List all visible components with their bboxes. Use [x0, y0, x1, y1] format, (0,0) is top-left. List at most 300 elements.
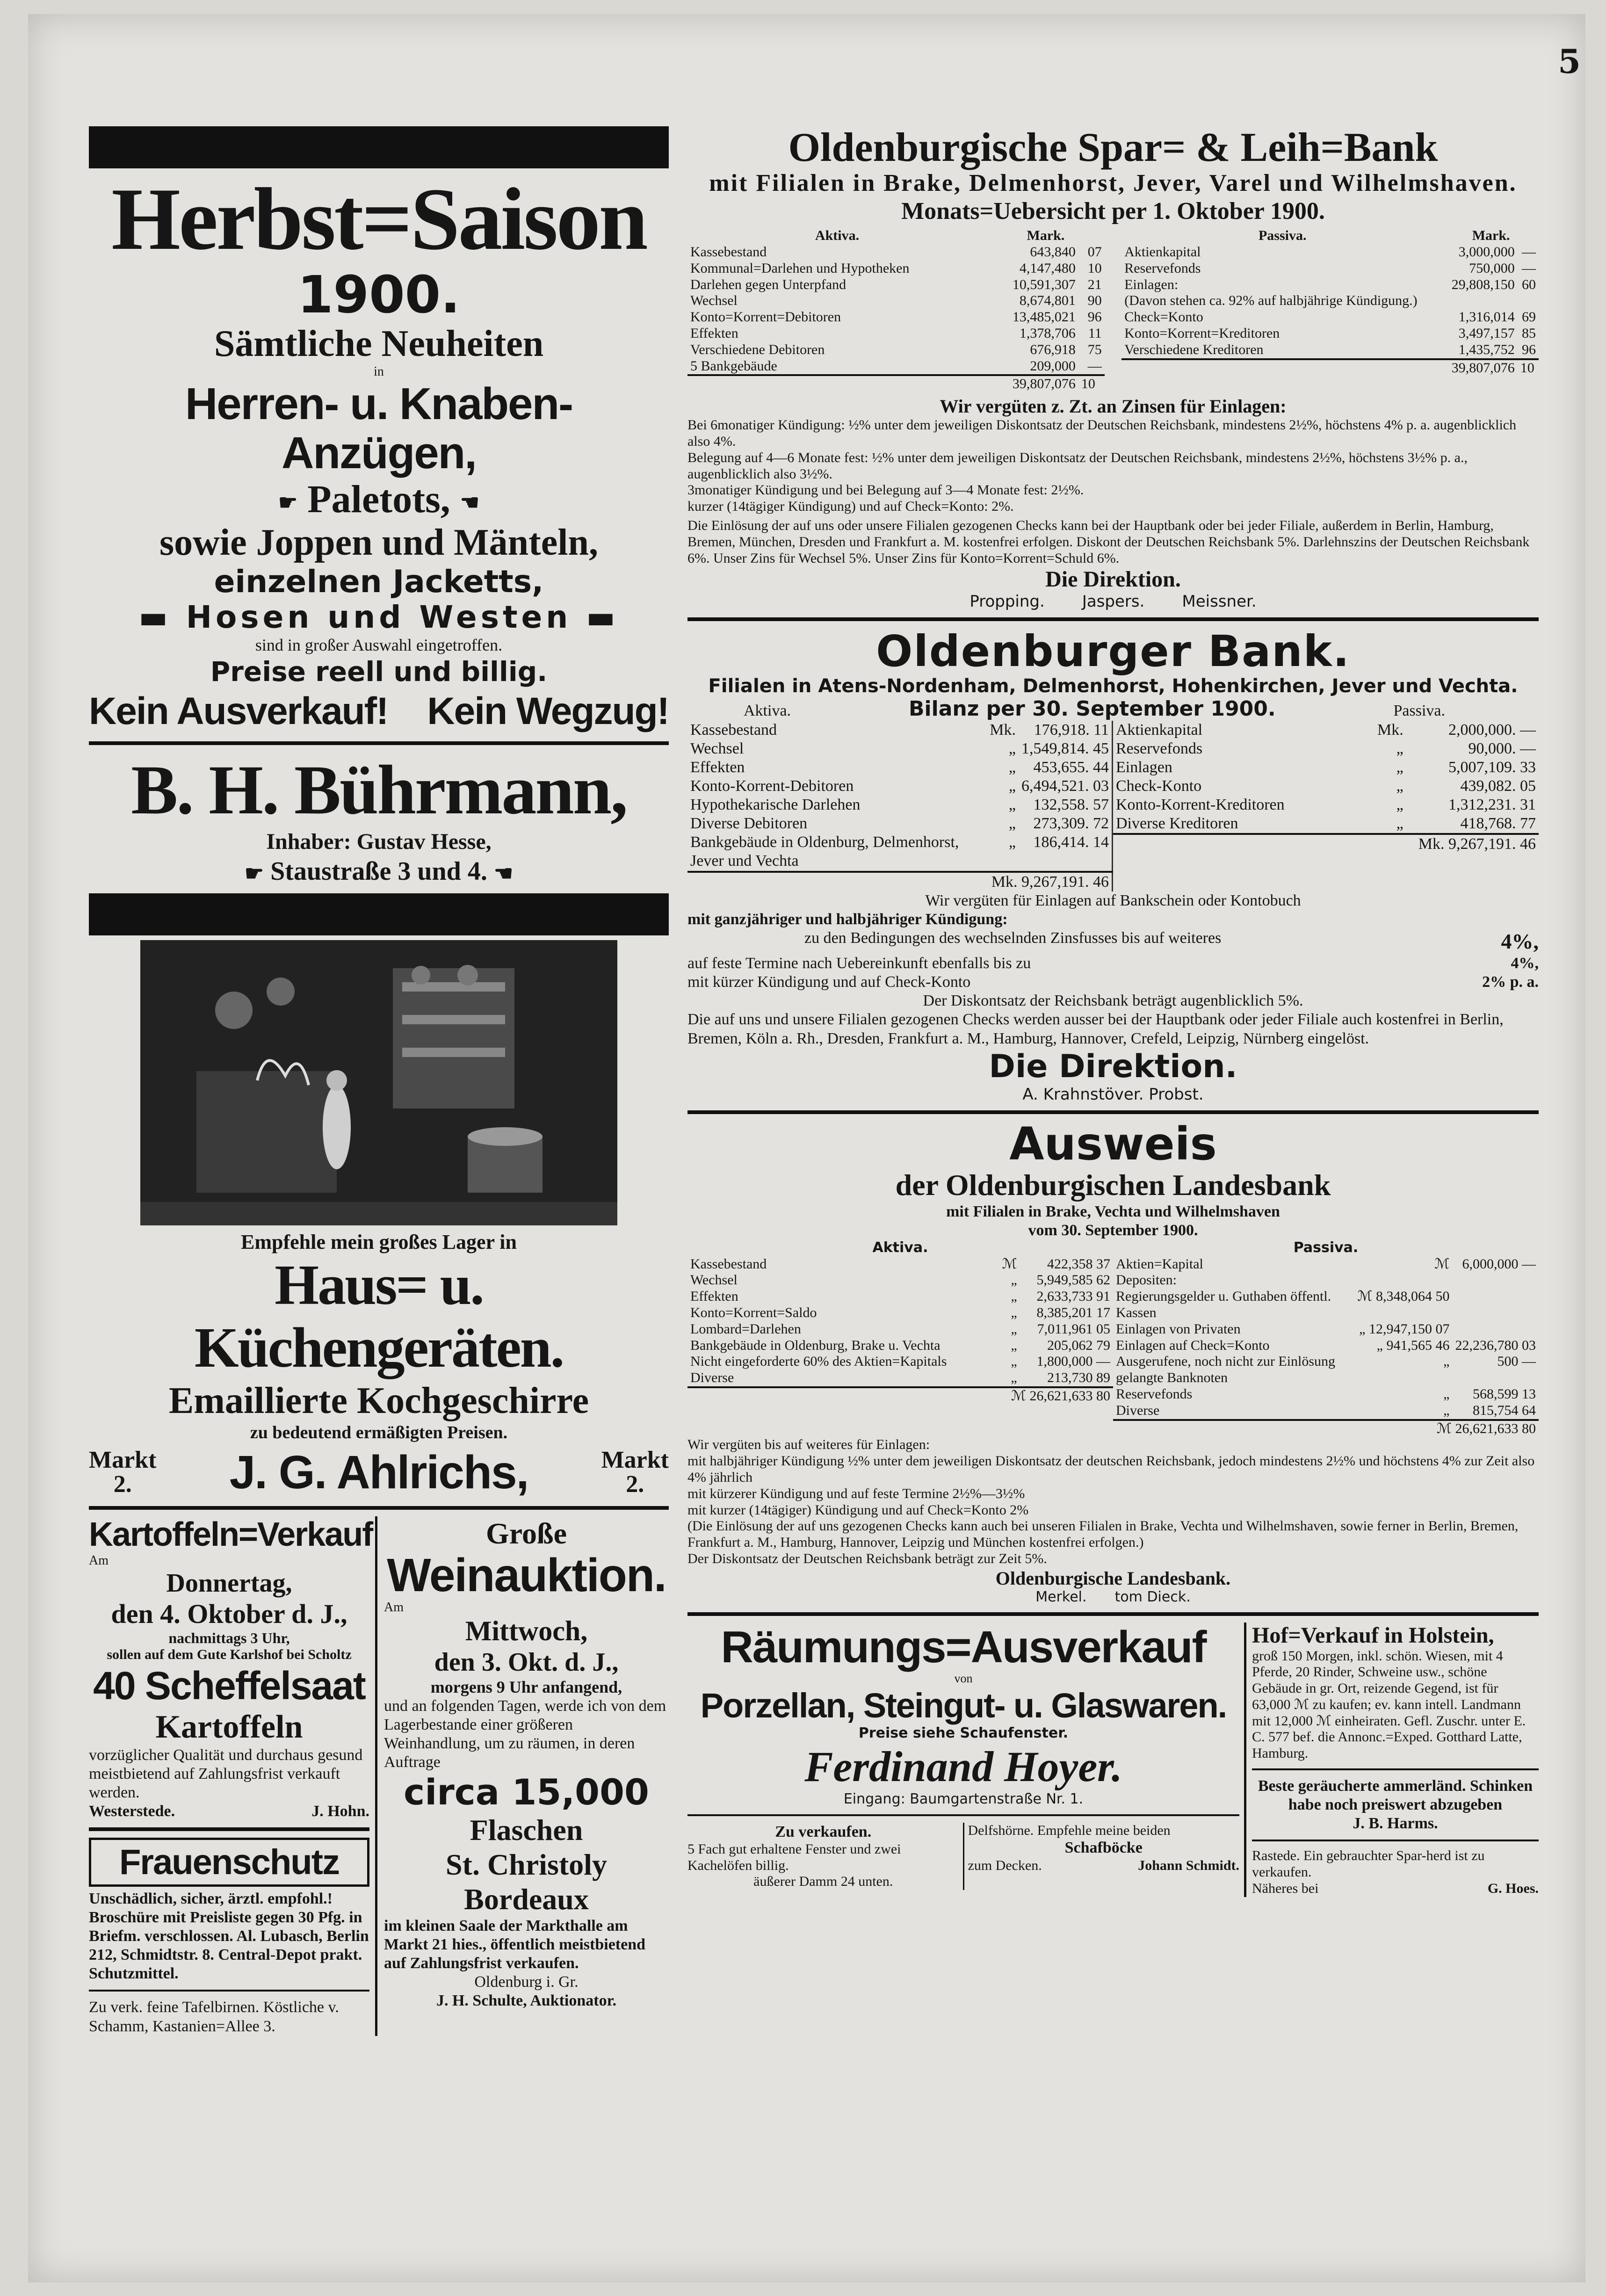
- spar-passiva-value: 1,316,014: [1458, 309, 1515, 325]
- obank-passiva-amount: 2,000,000. —: [1448, 721, 1536, 739]
- fenster-addr: äußerer Damm 24 unten.: [753, 1874, 893, 1890]
- herbst-line1: Sämtliche Neuheiten: [214, 323, 544, 364]
- spar-passiva-value: [1443, 293, 1517, 309]
- landesbank-aktiva-head: Aktiva.: [872, 1239, 928, 1256]
- spar-passiva-amount: —: [1521, 260, 1536, 276]
- wein-time: morgens 9 Uhr anfangend,: [430, 1677, 622, 1696]
- landesbank-passiva-amount: [1453, 1272, 1539, 1289]
- spar-interest-head: Wir vergüten z. Zt. an Zinsen für Einlagen:: [940, 396, 1287, 417]
- kartoffeln-am: Am: [89, 1553, 109, 1568]
- wein-text2: im kleinen Saale der Markthalle am Markt 21 hies., öffentlich meistbietend auf Zahlungsfrist verkaufen.: [384, 1917, 646, 1972]
- spar-passiva-label: Einlagen:: [1124, 276, 1179, 292]
- landesbank-aktiva-value: „: [1011, 1304, 1017, 1320]
- landesbank-aktiva-amount: 7,011,961 05: [1037, 1321, 1110, 1337]
- herbst-line4: sowie Joppen und Mänteln,: [159, 522, 598, 564]
- obank-passiva-table: [1113, 721, 1539, 854]
- spar-passiva-amount: —: [1521, 244, 1536, 260]
- wein-sig: J. H. Schulte, Auktionator.: [436, 1992, 617, 2010]
- interest-item: mit kurzer (14tägiger) Kündigung und auf Check=Konto 2%: [687, 1502, 1029, 1518]
- landesbank-passiva-amount: [1453, 1289, 1539, 1321]
- herbst-line2: Herren- u. Knaben-Anzügen,: [185, 378, 573, 478]
- landesbank-passiva-value: „: [1443, 1386, 1450, 1402]
- spar-aktiva-label: Kommunal=Darlehen und Hypotheken: [690, 260, 910, 276]
- kartoffeln-desc: vorzüglicher Qualität und durchaus gesund meistbietend auf Zahlungsfrist verkauft werden.: [89, 1746, 363, 1801]
- landesbank-signer-2: tom Dieck.: [1114, 1588, 1191, 1605]
- raeumung-title: Räumungs=Ausverkauf: [721, 1622, 1206, 1672]
- spar-aktiva-amount: 90: [1087, 293, 1102, 309]
- table-row: [1121, 309, 1539, 326]
- landesbank-aktiva-label: Lombard=Darlehen: [690, 1321, 801, 1337]
- schinken-sig: J. B. Harms.: [1353, 1815, 1438, 1832]
- spar-aktiva-value: 10,591,307: [1012, 276, 1076, 292]
- obank-passiva-value: „: [1396, 815, 1403, 833]
- spar-aktiva-label: Verschiedene Debitoren: [690, 341, 825, 357]
- obank-passiva-amount: 5,007,109. 33: [1448, 758, 1536, 776]
- spar-signer-3: Meissner.: [1182, 592, 1257, 611]
- left-column: [89, 126, 669, 2212]
- table-row: [1113, 1354, 1539, 1386]
- wein-item1: Flaschen: [470, 1813, 583, 1847]
- spar-aktiva-label: Effekten: [690, 325, 738, 341]
- interest-item: mit halbjähriger Kündigung ½% unter dem jeweiligen Diskontsatz der deutschen Reichsbank, jedoch mindestens 2½% und höchstens 4% zur Zeit also 4% jährlich: [687, 1453, 1535, 1485]
- obank-aktiva-label: Bankgebäude in Oldenburg, Delmenhorst, Jever und Vechta: [690, 833, 959, 870]
- landesbank-aktiva-total: ℳ 26,621,633 80: [1011, 1388, 1110, 1404]
- spar-aktiva-amount: —: [1087, 358, 1102, 374]
- herbst-address: Staustraße 3 und 4.: [270, 856, 487, 886]
- landesbank-passiva-value: „ 12,947,150 07: [1359, 1321, 1450, 1337]
- spar-direction: Die Direktion.: [1045, 567, 1181, 592]
- spar-passiva-total-cents: 10: [1520, 360, 1534, 376]
- obank-passiva-amount: 1,312,231. 31: [1448, 796, 1536, 814]
- herbst-line6: Hosen und Westen: [186, 599, 572, 635]
- obank-aktiva-value: „: [1008, 739, 1016, 757]
- landesbank-aktiva-label: Konto=Korrent=Saldo: [690, 1304, 817, 1320]
- landesbank-aktiva-amount: 1,800,000 —: [1036, 1354, 1110, 1369]
- pointing-hand-left-icon: ☚: [493, 861, 514, 885]
- obank-aktiva-amount: 132,558. 57: [1033, 796, 1109, 814]
- interest-item: 3monatiger Kündigung und bei Belegung auf 3—4 Monate fest: 2½%.: [687, 482, 1084, 498]
- double-rule-right-icon: ▬: [586, 599, 619, 635]
- frauenschutz-title: Frauenschutz: [119, 1842, 340, 1882]
- ahlrichs-name: J. G. Ahlrichs,: [229, 1446, 528, 1499]
- landesbank-subtitle: der Oldenburgischen Landesbank: [895, 1168, 1331, 1202]
- spar-aktiva-amount: 21: [1087, 276, 1102, 292]
- raeumung-von: von: [954, 1672, 973, 1686]
- kastede-text: Rastede. Ein gebrauchter Spar-herd ist zu verkaufen.: [1252, 1848, 1485, 1880]
- spar-passiva-table: [1121, 228, 1539, 376]
- table-row: [1113, 1403, 1539, 1420]
- obank-aktiva-label: Kassebestand: [690, 721, 777, 739]
- spar-aktiva-value: 4,147,480: [1019, 260, 1076, 276]
- divider: [687, 1814, 1239, 1816]
- divider: [89, 741, 669, 745]
- landesbank-passiva-label: Diverse: [1116, 1402, 1160, 1418]
- spar-note: Die Einlösung der auf uns oder unsere Filialen gezogenen Checks kann bei der Hauptbank oder bei jeder Filiale, außerdem in Berlin, Hamburg, Bremen, München, Dresden und Frankfurt a. M. kostenfrei erfolgen. Diskont der Deutschen Reichsbank 5%. Darlehnszins der Deutschen Reichsbank 6%. Unser Zins für Wechsel 5%. Unser Zins für Konto=Korrent=Schuld 6%.: [687, 517, 1530, 566]
- spar-passiva-amount: [1518, 293, 1539, 309]
- table-row: [1113, 721, 1539, 739]
- landesbank-aktiva-label: Kassebestand: [690, 1256, 767, 1272]
- herbst-title: Herbst=Saison: [111, 170, 646, 268]
- obank-passiva-label: Reservefonds: [1116, 739, 1203, 757]
- table-row: [1121, 326, 1539, 342]
- spar-passiva-amount: 69: [1521, 309, 1536, 325]
- raeumung-items: Porzellan, Steingut- u. Glaswaren.: [700, 1686, 1227, 1725]
- table-row: [687, 261, 1105, 277]
- obank-aktiva-label: Konto-Korrent-Debitoren: [690, 777, 854, 795]
- spar-aktiva-label: Konto=Korrent=Debitoren: [690, 309, 841, 325]
- kitchen-scene-image: [140, 940, 617, 1225]
- landesbank-passiva-table: [1113, 1256, 1539, 1437]
- wein-place: Oldenburg i. Gr.: [474, 1973, 579, 1991]
- landesbank-passiva-value: [1354, 1272, 1452, 1289]
- herbst-line-in: in: [374, 364, 384, 379]
- landesbank-passiva-value: „ 941,565 46: [1376, 1337, 1450, 1353]
- ahlrichs-line3: Emaillierte Kochgeschirre: [168, 1380, 589, 1421]
- wein-date: den 3. Okt. d. J.,: [434, 1647, 619, 1677]
- spar-aktiva-value: 209,000: [1030, 358, 1076, 374]
- pointing-hand-left-icon: ☚: [460, 491, 480, 515]
- raeumung-name: Ferdinand Hoyer.: [804, 1742, 1122, 1790]
- divider: [1252, 1768, 1539, 1770]
- ahlrichs-markt-right: Markt: [601, 1447, 669, 1474]
- fenster-text: 5 Fach gut erhaltene Fenster und zwei Kachelöfen billig.: [687, 1841, 901, 1873]
- obank-aktiva-head: Aktiva.: [744, 702, 791, 719]
- landesbank-aktiva-value: „: [1011, 1272, 1017, 1288]
- interest-item: mit kürzerer Kündigung und auf feste Termine 2½%—3½%: [687, 1485, 1025, 1501]
- raeumung-preise: Preise siehe Schaufenster.: [858, 1725, 1069, 1742]
- obank-passiva-value: „: [1396, 739, 1403, 757]
- landesbank-passiva-value: ℳ 8,348,064 50: [1357, 1289, 1450, 1304]
- kartoffeln-time: nachmittags 3 Uhr,: [168, 1630, 290, 1647]
- spar-passiva-total: 39,807,076: [1451, 360, 1515, 376]
- kartoffeln-day: Donnertag,: [166, 1569, 292, 1598]
- obank-passiva-amount: 90,000. —: [1468, 739, 1536, 757]
- right-column: [687, 126, 1539, 2212]
- spar-aktiva-amount: 96: [1087, 309, 1102, 325]
- table-row: [687, 277, 1105, 293]
- landesbank-aktiva-value: „: [1011, 1354, 1017, 1369]
- wein-day: Mittwoch,: [465, 1615, 588, 1646]
- table-row: [687, 777, 1113, 796]
- obank-passiva-amount: 418,768. 77: [1460, 815, 1536, 833]
- landesbank-aktiva-label: Bankgebäude in Oldenburg, Brake u. Vechta: [690, 1337, 940, 1353]
- interest-item: Der Diskontsatz der Deutschen Reichsbank beträgt zur Zeit 5%.: [687, 1550, 1047, 1566]
- wein-item3: Bordeaux: [464, 1882, 589, 1916]
- kartoffeln-item: Kartoffeln: [155, 1709, 303, 1745]
- spar-passiva-label: Konto=Korrent=Kreditoren: [1124, 325, 1280, 341]
- herbst-firm: B. H. Bührmann,: [131, 751, 627, 829]
- spar-aktiva-head: Aktiva.: [815, 228, 860, 244]
- table-row: [687, 293, 1105, 309]
- landesbank-aktiva-amount: 8,385,201 17: [1036, 1304, 1110, 1320]
- ahlrichs-markt-left-num: 2.: [113, 1471, 132, 1498]
- landesbank-passiva-amount: 568,599 13: [1473, 1386, 1536, 1402]
- spar-signer-1: Propping.: [969, 592, 1045, 611]
- obank-aktiva-value: „: [1008, 815, 1016, 833]
- obank-passiva-label: Einlagen: [1116, 758, 1172, 776]
- wein-am: Am: [384, 1600, 404, 1615]
- landesbank-passiva-label: Einlagen auf Check=Konto: [1116, 1337, 1270, 1353]
- obank-t3-rate: 4%,: [1501, 929, 1539, 953]
- herbst-line9b: Kein Wegzug!: [427, 690, 669, 733]
- divider: [89, 1506, 669, 1510]
- landesbank-interest-list: [687, 1437, 1539, 1567]
- table-row: [687, 326, 1105, 342]
- landesbank-date: vom 30. September 1900.: [1028, 1221, 1198, 1239]
- obank-t7: Die auf uns und unsere Filialen gezogenen Checks werden ausser bei der Hauptbank oder jeder Filiale auch kostenfrei in Berlin, Bremen, Köln a. Rh., Dresden, Frankfurt a. M., Hamburg, Hannover, Crefeld, Leipzig, Nürnberg eingelöst.: [687, 1011, 1504, 1047]
- herbst-line5: einzelnen Jacketts,: [214, 564, 544, 600]
- spar-subtitle: mit Filialen in Brake, Delmenhorst, Jever, Varel und Wilhelmshaven.: [709, 170, 1517, 197]
- table-row: [687, 1272, 1113, 1289]
- obank-t4: auf feste Termine nach Uebereinkunft ebenfalls bis zu: [687, 955, 1031, 972]
- obank-aktiva-amount: 273,309. 72: [1033, 815, 1109, 833]
- obank-filialen: Filialen in Atens-Nordenham, Delmenhorst, Hohenkirchen, Jever und Vechta.: [708, 675, 1518, 697]
- obank-aktiva-label: Wechsel: [690, 739, 744, 757]
- landesbank-aktiva-label: Wechsel: [690, 1272, 738, 1288]
- table-row: [1121, 244, 1539, 261]
- spar-aktiva-label: Wechsel: [690, 293, 738, 309]
- spar-aktiva-total-cents: 10: [1081, 376, 1095, 392]
- landesbank-passiva-amount: 22,236,780 03: [1455, 1337, 1536, 1353]
- divider: [687, 617, 1539, 621]
- newspaper-page: [28, 14, 1585, 2282]
- divider: [89, 1990, 369, 1992]
- obank-passiva-label: Aktienkapital: [1116, 721, 1203, 739]
- herbst-line8: Preise reell und billig.: [210, 655, 548, 688]
- spar-aktiva-label: Darlehen gegen Unterpfand: [690, 276, 846, 292]
- kartoffeln-sig-right: J. Hohn.: [311, 1802, 369, 1820]
- obank-t2: mit ganzjähriger und halbjähriger Kündigung:: [687, 910, 1008, 928]
- landesbank-aktiva-table: [687, 1256, 1113, 1405]
- obank-passiva-label: Check-Konto: [1116, 777, 1202, 795]
- landesbank-aktiva-value: „: [1011, 1370, 1017, 1386]
- frauenschutz-text: Unschädlich, sicher, ärztl. empfohl.! Broschüre mit Preisliste gegen 30 Pfg. in Briefm. verschlossen. Al. Lubasch, Berlin 212, Schmidtstr. 8. Central-Depot prakt. Schutzmittel.: [89, 1890, 369, 1983]
- table-row: [687, 309, 1105, 326]
- table-row: [1113, 1272, 1539, 1289]
- landesbank-aktiva-label: Effekten: [690, 1289, 738, 1304]
- bottom-black-bar: [89, 893, 669, 935]
- kitchen-illustration: [140, 940, 617, 1225]
- landesbank-title: Ausweis: [1009, 1117, 1217, 1170]
- table-row: [1113, 1256, 1539, 1273]
- table-row: [687, 244, 1105, 261]
- ahlrichs-markt-right-num: 2.: [626, 1471, 644, 1498]
- landesbank-passiva-value: „: [1443, 1354, 1450, 1369]
- tafelbirnen-text: Zu verk. feine Tafelbirnen. Köstliche v. Schamm, Kastanien=Allee 3.: [89, 1999, 339, 2035]
- hofverkauf-text: groß 150 Morgen, inkl. schön. Wiesen, mit 4 Pferde, 20 Rinder, Schweine usw., schöne Gebäude in gr. Ort, reizende Gegend, ist für 63,000 ℳ zu kaufen; ev. kann intell. Landmann mit 12,000 ℳ einheiraten. Gefl. Zuschr. unter E. C. 577 bef. die Annonc.=Exped. Gotthard Latte, Hamburg.: [1252, 1648, 1526, 1761]
- wein-title2: Weinauktion.: [387, 1549, 666, 1601]
- wein-text1: und an folgenden Tagen, werde ich von dem Lagerbestande einer größeren Weinhandlung, um zu räumen, in deren Auftrage: [384, 1697, 666, 1771]
- table-row: [1113, 1289, 1539, 1321]
- spar-passiva-amount: 85: [1521, 325, 1536, 341]
- landesbank-sig-title: Oldenburgische Landesbank.: [995, 1567, 1231, 1589]
- interest-item: Belegung auf 4—6 Monate fest: ½% unter dem jeweiligen Diskontsatz der Deutschen Reichsbank, mindestens 2½%, höchstens 3½% p. a., augenblicklich also 3½%.: [687, 449, 1468, 482]
- herbst-line3: Paletots,: [307, 477, 450, 521]
- table-row: [687, 342, 1105, 358]
- spar-signer-2: Jaspers.: [1082, 592, 1145, 611]
- table-row: [1113, 758, 1539, 777]
- spar-passiva-label: (Davon stehen ca. 92% auf halbjährige Kündigung.): [1124, 293, 1418, 309]
- obank-aktiva-total: Mk. 9,267,191. 46: [991, 873, 1109, 891]
- obank-passiva-value: „: [1396, 758, 1403, 776]
- spar-period: Monats=Uebersicht per 1. Oktober 1900.: [901, 198, 1325, 225]
- schafboecke-title: Schafböcke: [1064, 1839, 1143, 1857]
- wein-title1: Große: [485, 1516, 567, 1550]
- table-row: [687, 1370, 1113, 1387]
- obank-aktiva-amount: 453,655. 44: [1033, 758, 1109, 776]
- obank-aktiva-value: „: [1008, 758, 1016, 776]
- spar-aktiva-value: 13,485,021: [1012, 309, 1076, 325]
- obank-aktiva-label: Effekten: [690, 758, 745, 776]
- landesbank-passiva-label: Regierungsgelder u. Guthaben öffentl. Kassen: [1116, 1289, 1331, 1320]
- interest-item: Wir vergüten bis auf weiteres für Einlagen:: [687, 1437, 930, 1453]
- obank-t6: Der Diskontsatz der Reichsbank beträgt augenblicklich 5%.: [923, 992, 1303, 1010]
- obank-t1: Wir vergüten für Einlagen auf Bankschein oder Kontobuch: [925, 891, 1301, 909]
- spar-passiva-value: 29,808,150: [1451, 276, 1515, 292]
- spar-passiva-label: Verschiedene Kreditoren: [1124, 341, 1264, 357]
- spar-aktiva-total: 39,807,076: [1012, 376, 1076, 392]
- spar-passiva-head: Passiva.: [1258, 228, 1307, 244]
- top-black-bar: [89, 126, 669, 168]
- landesbank-aktiva-amount: 5,949,585 62: [1036, 1272, 1110, 1288]
- landesbank-filialen: mit Filialen in Brake, Vechta und Wilhelmshaven: [946, 1202, 1280, 1220]
- obank-passiva-value: „: [1396, 796, 1403, 814]
- spar-aktiva-value: 1,378,706: [1019, 325, 1076, 341]
- table-row: [1121, 342, 1539, 359]
- obank-bilanz: Bilanz per 30. September 1900.: [909, 696, 1276, 721]
- schafboecke-line2: zum Decken.: [968, 1857, 1042, 1873]
- ahlrichs-line2: Haus= u. Küchengeräten.: [194, 1253, 564, 1379]
- landesbank-passiva-label: Depositen:: [1116, 1272, 1177, 1288]
- table-row: [1121, 261, 1539, 277]
- obank-passiva-amount: 439,082. 05: [1460, 777, 1536, 795]
- obank-t5: mit kürzer Kündigung und auf Check-Konto: [687, 973, 971, 991]
- spar-mark-head: Mark.: [1027, 228, 1065, 244]
- ahlrichs-line4: zu bedeutend ermäßigten Preisen.: [250, 1422, 508, 1442]
- obank-aktiva-amount: 6,494,521. 03: [1021, 777, 1109, 795]
- spar-passiva-value: 3,497,157: [1458, 325, 1515, 341]
- schinken-text: Beste geräucherte ammerländ. Schinken habe noch preiswert abzugeben: [1258, 1777, 1533, 1814]
- table-row: [687, 739, 1113, 758]
- landesbank-passiva-label: Reservefonds: [1116, 1386, 1193, 1402]
- divider: [687, 1612, 1539, 1616]
- obank-aktiva-value: „: [1008, 796, 1016, 814]
- table-row: [687, 721, 1113, 739]
- obank-passiva-value: Mk.: [1377, 721, 1403, 739]
- landesbank-aktiva-amount: 422,358 37: [1047, 1256, 1110, 1272]
- landesbank-aktiva-value: „: [1011, 1337, 1017, 1353]
- table-row: [1113, 1386, 1539, 1403]
- spar-aktiva-amount: 07: [1087, 244, 1102, 260]
- kastede-sig: G. Hoes.: [1487, 1881, 1539, 1896]
- spar-passiva-value: 750,000: [1469, 260, 1515, 276]
- interest-item: Bei 6monatiger Kündigung: ½% unter dem jeweiligen Diskontsatz der Deutschen Reichsbank, mindestens 2½%, höchstens 4% p. a. augenblicklich also 4%.: [687, 417, 1517, 449]
- table-row: [687, 1256, 1113, 1273]
- landesbank-passiva-amount: 815,754 64: [1473, 1402, 1536, 1418]
- landesbank-aktiva-value: „: [1011, 1289, 1017, 1304]
- obank-t5-rate: 2% p. a.: [1482, 973, 1539, 991]
- table-row: [687, 796, 1113, 814]
- ahlrichs-markt-left: Markt: [89, 1447, 157, 1474]
- obank-t4-rate: 4%,: [1511, 955, 1539, 972]
- table-row: [687, 1338, 1113, 1354]
- divider: [687, 1110, 1539, 1114]
- interest-item: (Die Einlösung der auf uns gezogenen Checks kann auch bei unseren Filialen in Brake, Vechta und Wilhelmshaven, sowie ferner in Berlin, Bremen, Frankfurt a. M., Hamburg, Hannover, Leipzig und München kostenfrei erfolgen.): [687, 1518, 1519, 1550]
- kartoffeln-sig-left: Westerstede.: [89, 1802, 175, 1820]
- landesbank-signer-1: Merkel.: [1035, 1588, 1087, 1605]
- landesbank-passiva-amount: [1453, 1321, 1539, 1338]
- table-row: [687, 358, 1105, 376]
- table-row: [1113, 796, 1539, 814]
- herbst-owner: Inhaber: Gustav Hesse,: [266, 829, 492, 854]
- ahlrichs-line1: Empfehle mein großes Lager in: [241, 1230, 517, 1253]
- kartoffeln-place: sollen auf dem Gute Karlshof bei Scholtz: [107, 1647, 352, 1663]
- spar-passiva-label: Check=Konto: [1124, 309, 1203, 325]
- kartoffeln-date: den 4. Oktober d. J.,: [111, 1599, 347, 1630]
- obank-aktiva-amount: 176,918. 11: [1034, 721, 1109, 739]
- obank-title: Oldenburger Bank.: [876, 626, 1350, 677]
- table-row: [1121, 293, 1539, 309]
- obank-aktiva-value: „: [1008, 777, 1016, 795]
- spar-aktiva-value: 8,674,801: [1019, 293, 1076, 309]
- landesbank-passiva-amount: 6,000,000 —: [1462, 1256, 1536, 1272]
- obank-passiva-head: Passiva.: [1393, 702, 1445, 719]
- landesbank-aktiva-amount: 205,062 79: [1047, 1337, 1110, 1353]
- landesbank-passiva-label: Aktien=Kapital: [1116, 1256, 1203, 1272]
- obank-passiva-label: Konto-Korrent-Kreditoren: [1116, 796, 1285, 814]
- spar-aktiva-label: 5 Bankgebäude: [690, 358, 777, 374]
- spar-passiva-label: Aktienkapital: [1124, 244, 1201, 260]
- table-row: [687, 1321, 1113, 1338]
- landesbank-aktiva-value: „: [1011, 1321, 1017, 1337]
- schafboecke-sig: Johann Schmidt.: [1138, 1857, 1239, 1873]
- herbst-year: 1900.: [297, 264, 460, 325]
- table-row: [687, 758, 1113, 777]
- landesbank-passiva-value: ℳ: [1434, 1256, 1450, 1272]
- double-rule-left-icon: ▬: [138, 599, 172, 635]
- table-row: [687, 833, 1113, 871]
- obank-aktiva-label: Diverse Debitoren: [690, 815, 808, 833]
- kartoffeln-title: Kartoffeln=Verkauf: [89, 1515, 373, 1553]
- kastede-line2: Näheres bei: [1252, 1881, 1319, 1896]
- spar-aktiva-table: [687, 228, 1105, 392]
- herbst-line9a: Kein Ausverkauf!: [89, 690, 388, 733]
- obank-aktiva-amount: 186,414. 14: [1033, 833, 1109, 851]
- obank-direction: Die Direktion.: [989, 1048, 1237, 1085]
- spar-passiva-label: Reservefonds: [1124, 260, 1201, 276]
- spar-title: Oldenburgische Spar= & Leih=Bank: [788, 126, 1438, 170]
- table-row: [687, 1354, 1113, 1370]
- spar-mark-head-2: Mark.: [1472, 228, 1510, 244]
- landesbank-aktiva-value: ℳ: [1002, 1256, 1017, 1272]
- landesbank-aktiva-amount: 213,730 89: [1047, 1370, 1110, 1386]
- raeumung-eingang: Eingang: Baumgartenstraße Nr. 1.: [843, 1790, 1084, 1807]
- spar-passiva-amount: 60: [1521, 276, 1536, 292]
- spar-interest-list: [687, 417, 1539, 515]
- obank-aktiva-value: Mk.: [990, 721, 1016, 739]
- table-row: [1113, 1338, 1539, 1354]
- spar-passiva-value: 3,000,000: [1458, 244, 1515, 260]
- table-row: [687, 1289, 1113, 1305]
- wein-item2: St. Christoly: [446, 1847, 607, 1881]
- interest-item: kurzer (14tägiger Kündigung) und auf Check=Konto: 2%.: [687, 499, 1014, 514]
- schafboecke-line1: Delfshörne. Empfehle meine beiden: [968, 1822, 1171, 1838]
- pointing-hand-right-icon: ☛: [278, 491, 298, 515]
- obank-passiva-value: „: [1396, 777, 1403, 795]
- obank-aktiva-table: [687, 721, 1113, 891]
- spar-aktiva-amount: 10: [1087, 260, 1102, 276]
- spar-aktiva-amount: 75: [1087, 341, 1102, 357]
